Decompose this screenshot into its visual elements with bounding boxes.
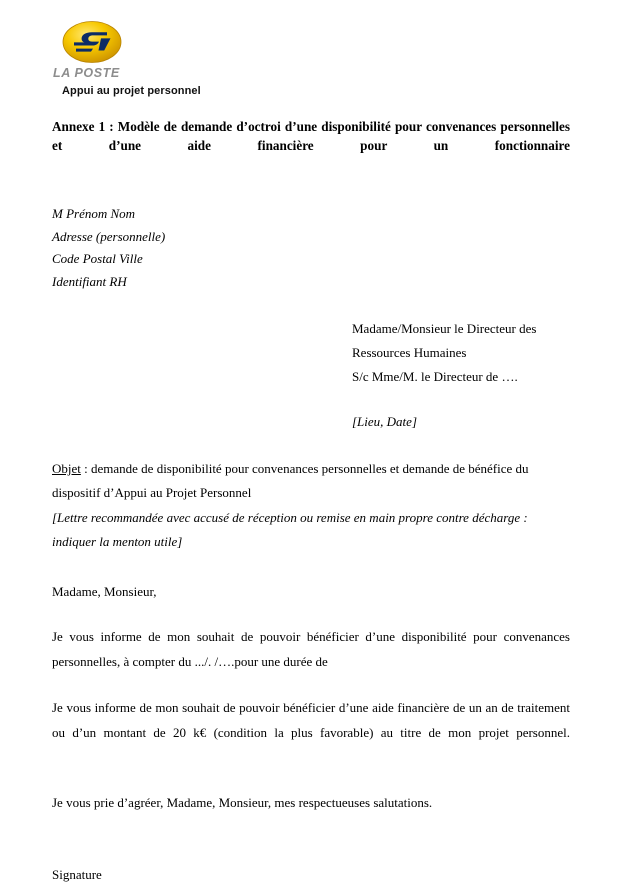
- la-poste-logo: [62, 20, 124, 65]
- objet-paragraph: [52, 457, 570, 505]
- objet-label: Objet: [52, 461, 81, 477]
- document-title: Annexe 1 : Modèle de demande d’octroi d’une disponibilité pour convenances personnelles et d’une aide financière pour un fonctionnaire: [52, 119, 570, 153]
- letter-content: [52, 117, 570, 886]
- sender-line: Code Postal Ville: [52, 251, 143, 267]
- la-poste-bird-icon: [62, 20, 122, 64]
- closing-paragraph: Je vous prie d’agréer, Madame, Monsieur, mes respectueuses salutations.: [52, 794, 433, 810]
- signature-label: Signature: [52, 866, 102, 882]
- recipient-line: S/c Mme/M. le Directeur de ….: [352, 369, 518, 385]
- letterhead: [52, 20, 272, 98]
- objet-text: : demande de disponibilité pour convenances personnelles et demande de bénéfice du dispositif d’Appui au Projet Personnel: [52, 461, 529, 501]
- salutation: Madame, Monsieur,: [52, 584, 157, 600]
- sender-line: Identifiant RH: [52, 273, 127, 289]
- sender-address-block: [52, 203, 570, 293]
- body-paragraph-1: Je vous informe de mon souhait de pouvoir bénéficier d’une disponibilité pour convenances personnelles, à compter du .../. /….pour une durée de: [52, 629, 570, 669]
- body-paragraph-2: Je vous informe de mon souhait de pouvoir bénéficier d’une aide financière de un an de traitement ou d’un montant de 20 k€ (condition la plus favorable) au titre de mon projet personnel.: [52, 700, 570, 740]
- sender-line: Adresse (personnelle): [52, 228, 166, 244]
- recipient-address-block: [352, 317, 570, 389]
- letterhead-tagline: Appui au projet personnel: [62, 85, 201, 97]
- la-poste-wordmark: LA POSTE: [53, 66, 120, 80]
- recipient-line: Ressources Humaines: [352, 345, 467, 361]
- sender-line: M Prénom Nom: [52, 206, 136, 221]
- recipient-line: Madame/Monsieur le Directeur des: [352, 321, 537, 337]
- delivery-method-note: [Lettre recommandée avec accusé de réception ou remise en main propre contre décharge : indiquer la menton utile]: [52, 510, 528, 550]
- place-and-date: [Lieu, Date]: [352, 414, 417, 430]
